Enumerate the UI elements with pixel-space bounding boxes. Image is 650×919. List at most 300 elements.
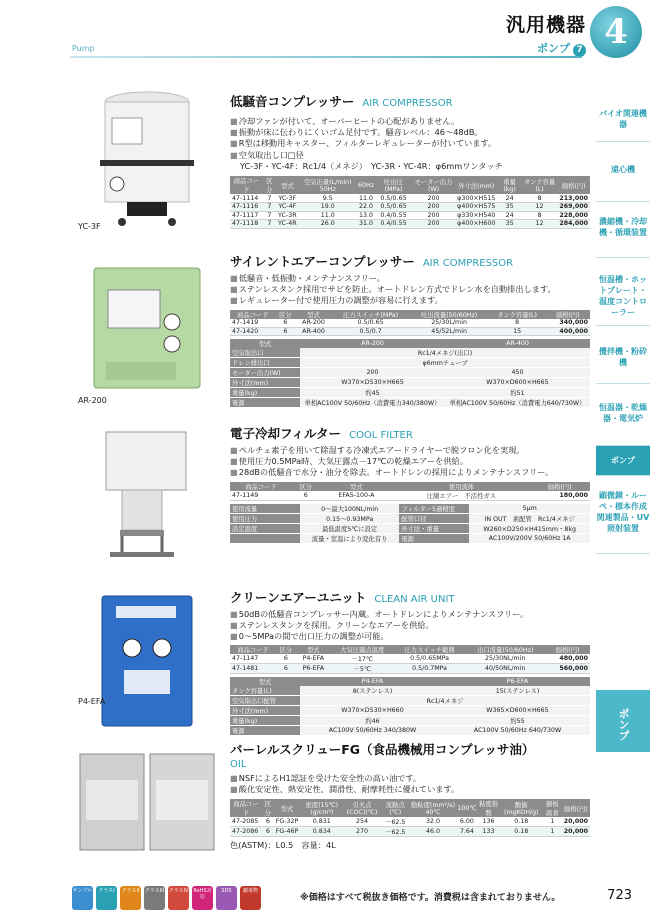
table-header-cell: 圧力スイッチ範囲: [394, 645, 465, 654]
compressor-photo: [72, 84, 222, 234]
feature-bullet: ■ 低騒音・低振動・メンテナンスフリー。: [230, 273, 590, 284]
table-cell: 47-1116: [230, 203, 263, 212]
spec-value: 最低温度5℃に設定: [300, 523, 399, 533]
spec-key: [230, 533, 300, 543]
price-table: [230, 799, 590, 837]
table-cell: YC-4R: [278, 220, 297, 228]
badge-icon: クラスII: [120, 886, 141, 910]
table-cell: 20,000: [562, 817, 590, 827]
product-content: [230, 740, 590, 852]
table-header-cell: 外寸法(mm): [455, 176, 497, 194]
feature-bullet: ■ 冷却ファンが付いて、オーバーヒートの心配がありません。: [230, 116, 590, 127]
price-table: [230, 482, 590, 501]
spec-header-cell: P6-EFA: [445, 677, 590, 686]
spec-value: 5μm: [469, 504, 590, 514]
table-cell: YC-4F: [276, 203, 299, 212]
badge-icon: クラスI: [96, 886, 117, 910]
table-header-cell: 流動点(℃): [381, 799, 410, 817]
table-cell: 6: [262, 817, 274, 827]
table-cell: 200: [412, 194, 455, 203]
table-cell: 7: [263, 203, 276, 212]
spec-row: [230, 523, 590, 533]
spec-key: 使用圧力: [230, 513, 300, 523]
table-cell: φ400×H575: [457, 203, 496, 211]
section-english: Pump: [72, 44, 95, 53]
spec-row: [230, 388, 590, 398]
table-cell: 228,000: [557, 211, 590, 220]
spec-key: 外寸法(mm): [230, 378, 300, 388]
table-cell: 1: [543, 827, 562, 837]
table-cell: 6: [276, 319, 296, 328]
product-section-oil: [72, 740, 590, 870]
product-section-silent-compressor: [72, 254, 590, 412]
table-header-cell: モーター出力(W): [412, 176, 455, 194]
table-cell: 200: [412, 211, 455, 220]
table-cell: 133: [477, 827, 499, 837]
table-header-cell: 型式: [295, 310, 331, 319]
table-cell: 47-1147: [230, 654, 276, 664]
header-rule: [70, 56, 582, 58]
table-cell: 480,000: [545, 654, 590, 664]
table-cell: 213,000: [557, 194, 590, 203]
table-cell: 11.0: [299, 211, 357, 220]
spec-key: 電源: [230, 398, 300, 408]
table-header-cell: 型式: [274, 799, 301, 817]
table-header-cell: 吐出圧(MPa): [375, 176, 412, 194]
table-cell: 13.0: [357, 211, 375, 220]
table-cell: 6: [276, 663, 296, 673]
spec-row: [230, 686, 590, 696]
table-cell: 47-1117: [230, 211, 263, 220]
badge-icon: 劇毒物: [240, 886, 261, 910]
table-header-cell: 銅板腐食: [543, 799, 562, 817]
table-header-cell: 価格(円): [562, 799, 590, 817]
table-cell: 7: [263, 194, 276, 203]
table-row: [230, 654, 590, 664]
table-cell: 47-1149: [230, 491, 292, 501]
spec-row: [230, 348, 590, 358]
table-cell: －5℃: [331, 663, 394, 673]
category-sidebar: [596, 98, 650, 554]
table-header-cell: 60Hz: [357, 176, 375, 194]
spec-value: AC100V 50/60Hz 340/380W: [300, 725, 445, 735]
product-content: [230, 254, 590, 408]
table-cell: 270: [343, 827, 380, 837]
spec-row: [230, 513, 590, 523]
oil-can-image: [72, 740, 222, 858]
spec-row: [230, 378, 590, 388]
table-header-cell: 商品コード: [230, 799, 262, 817]
product-content: [230, 424, 590, 544]
photo-caption: YC-3F: [78, 222, 101, 231]
table-cell: 340,000: [546, 319, 590, 328]
table-cell: 47-1114: [230, 194, 263, 203]
spec-row: [230, 398, 590, 408]
feature-bullet: ■ 振動が床に伝わりにくいゴム足付です。騒音レベル：46～48dB。: [230, 127, 590, 138]
price-table: [230, 310, 590, 337]
spec-key: 設定温度: [230, 523, 300, 533]
table-row: [230, 220, 590, 229]
table-header-cell: 商品コード: [230, 176, 263, 194]
table-cell: 12: [522, 220, 557, 229]
table-row: [230, 827, 590, 837]
spec-value: 約55: [445, 715, 590, 725]
feature-bullet: ■ 50dBの低騒音コンプレッサー内蔵。オートドレンによりメンテナンスフリー。: [230, 609, 590, 620]
badge-icon: サンプル: [72, 886, 93, 910]
table-cell: －62.5: [381, 827, 410, 837]
table-header-cell: 密度(15℃)(g/cm³): [300, 799, 343, 817]
table-header-cell: 空気出量(L/min) 50Hz: [299, 176, 357, 194]
feature-bullet: ■ R型は移動用キャスター、フィルターレギュレーターが付いています。: [230, 138, 590, 149]
subtitle-number-badge: 7: [573, 44, 586, 57]
table-cell: 6.00: [456, 817, 477, 827]
table-cell: 24: [497, 211, 521, 220]
product-section-clean-air: [72, 588, 590, 738]
table-header-cell: 100℃: [456, 799, 477, 817]
table-header-cell: 商品コード: [230, 310, 276, 319]
product-title-english: OIL: [230, 759, 247, 770]
table-header-cell: 区分: [276, 645, 296, 654]
table-header-cell: 区分: [262, 799, 274, 817]
table-header-cell: タンク容量(L): [522, 176, 557, 194]
table-header-cell: 酸価(mgKOH/g): [500, 799, 543, 817]
table-cell: 136: [477, 817, 499, 827]
page-title: 汎用機器: [505, 14, 586, 36]
spec-value: W370×D530×H665: [300, 378, 445, 388]
spec-key: 配管口径: [399, 513, 469, 523]
table-cell: 8: [522, 211, 557, 220]
product-title: 電子冷却フィルター COOL FILTER: [230, 426, 413, 441]
badge-icon: RoHS対応: [192, 886, 213, 910]
page-subtitle: [537, 40, 586, 57]
sidebar-item-stirrer[interactable]: 攪拌機・粉砕機: [596, 326, 650, 384]
table-cell: 0.18: [500, 817, 543, 827]
table-cell: 47-1118: [230, 220, 263, 229]
table-cell: YC-3R: [278, 211, 297, 219]
sidebar-item-pump[interactable]: ポンプ: [596, 446, 650, 476]
table-cell: P4-EFA: [296, 654, 331, 664]
spec-value: 8(ステンレス): [300, 686, 445, 696]
spec-value: IN OUT 素配管 Rc1/4メネジ: [469, 513, 590, 523]
table-header-cell: 型式: [276, 176, 299, 194]
sidebar-item-cooling[interactable]: 濃縮機・冷却機・循環装置: [596, 202, 650, 258]
product-content: [230, 84, 590, 229]
table-header-cell: 区分: [292, 482, 319, 491]
spec-key: タンク容量(L): [230, 686, 300, 696]
spec-value: W260×D250×H415mm・8kg: [469, 523, 590, 533]
table-header-cell: 区分: [276, 310, 296, 319]
spec-value: 200: [300, 368, 445, 378]
spec-key: 空気取出口配管: [230, 695, 300, 705]
table-row: [230, 203, 590, 212]
table-cell: 0.831: [300, 817, 343, 827]
page-header: [0, 0, 650, 62]
table-header-cell: 粘度指数: [479, 801, 498, 818]
table-cell: 11.0: [357, 194, 375, 203]
table-cell: 46.0: [410, 827, 457, 837]
silent-compressor-photo: [72, 262, 222, 394]
spec-value: 約45: [300, 388, 445, 398]
table-cell: 0.18: [500, 827, 543, 837]
table-cell: 560,000: [545, 663, 590, 673]
feature-bullet: ■ レギュレーター付で使用圧力の調整が容易に行えます。: [230, 295, 590, 306]
spec-row: [230, 368, 590, 378]
table-cell: 400,000: [546, 327, 590, 336]
table-cell: 0.5/0.7MPa: [394, 663, 465, 673]
table-cell: 0.5/0.65: [375, 203, 412, 212]
table-header-cell: 価格(円): [557, 176, 590, 194]
page-footer: [0, 876, 650, 919]
product-title: 低騒音コンプレッサー AIR COMPRESSOR: [230, 94, 453, 109]
table-header-cell: 価格(円): [529, 482, 590, 491]
table-row: [230, 319, 590, 328]
spec-row: [230, 358, 590, 368]
feature-bullet-detail: YC-3F・YC-4F：Rc1/4（メネジ） YC-3R・YC-4R：φ6mmワンタッチ: [240, 160, 503, 171]
table-cell: 254: [343, 817, 380, 827]
table-header-cell: 使用流体: [394, 482, 530, 491]
table-cell: 6: [276, 327, 296, 336]
feature-bullet: ■ NSFによるH1認証を受けた安全性の高い油です。: [230, 773, 590, 784]
table-cell: －62.5: [381, 817, 410, 827]
spec-key: モーター出力(W): [230, 368, 300, 378]
spec-key: 空気取出口: [230, 348, 300, 358]
sidebar-item-microscope[interactable]: 顕微鏡・ルーペ・標本作成関連製品・UV照射装置: [596, 476, 650, 554]
table-cell: 40/50NL/min: [465, 663, 545, 673]
table-cell: P6-EFA: [296, 663, 331, 673]
table-cell: 6: [292, 491, 319, 501]
table-cell: 47-1481: [230, 663, 276, 673]
table-cell: EFA5-100-A: [319, 491, 393, 501]
feature-bullet: ■ ペルチェ素子を用いて除湿する冷凍式エアードライヤーで脱フロン化を実現。: [230, 445, 590, 456]
table-cell: 20,000: [562, 827, 590, 837]
page-number: 723: [607, 888, 632, 903]
table-cell: 35: [497, 220, 521, 229]
table-header-cell: 型式: [296, 645, 331, 654]
table-header-cell: 引火点(COC)(℃): [343, 799, 380, 817]
spec-table: [230, 677, 590, 736]
table-cell: 8: [522, 194, 557, 203]
spec-row: [230, 695, 590, 705]
table-cell: 26.0: [299, 220, 357, 229]
spec-value: 450: [445, 368, 590, 378]
table-cell: 6: [276, 654, 296, 664]
table-cell: 47-2085: [230, 817, 262, 827]
table-cell: 180,000: [529, 491, 590, 501]
table-header-cell: 商品コード: [230, 645, 276, 654]
spec-value: Rc1/4メネジ: [300, 695, 590, 705]
product-title: バーレルスクリューFG（食品機械用コンプレッサ油）: [230, 742, 535, 757]
spec-header-cell: AR-200: [300, 339, 445, 348]
table-cell: 19.0: [299, 203, 357, 212]
spec-value: W370×D600×H665: [445, 378, 590, 388]
oil-photo: [72, 740, 222, 858]
sidebar-item-incubator[interactable]: 恒温器・乾燥器・電気炉: [596, 384, 650, 446]
spec-value: W365×D600×H665: [445, 705, 590, 715]
table-cell: 45/52L/min: [409, 327, 488, 336]
table-cell: 12: [522, 203, 557, 212]
table-header-cell: 大気圧露点温度: [331, 645, 394, 654]
spec-header-cell: P4-EFA: [300, 677, 445, 686]
spec-key: ドレン排出口: [230, 358, 300, 368]
chapter-badge: 4: [590, 6, 642, 58]
table-cell: －17℃: [331, 654, 394, 664]
spec-value: AC100V 50/60Hz 640/730W: [445, 725, 590, 735]
table-cell: 47-1420: [230, 327, 276, 336]
table-cell: 32.0: [410, 817, 457, 827]
spec-value: φ6mmチューブ: [300, 358, 590, 368]
table-row: [230, 194, 590, 203]
feature-bullet: ■ 空気取出し口□径: [230, 150, 590, 161]
cool-filter-photo: [72, 424, 222, 564]
table-cell: 7: [263, 211, 276, 220]
table-cell: 284,000: [557, 220, 590, 229]
spec-value: 約51: [445, 388, 590, 398]
table-cell: AR-400: [295, 327, 331, 336]
spec-row: [230, 705, 590, 715]
table-header-cell: 価格(円): [546, 310, 590, 319]
table-cell: 24: [497, 194, 521, 203]
table-header-cell: 型式: [319, 482, 393, 491]
table-cell: 6: [262, 827, 274, 837]
spec-value: 0.15～0.93MPa: [300, 513, 399, 523]
sidebar-item-thermostat[interactable]: 恒温槽・ホットプレート・温度コントローラー: [596, 258, 650, 326]
table-cell: YC-3F: [276, 194, 299, 203]
table-cell: 25/30NL/min: [465, 654, 545, 664]
spec-value: 流量・室温により変化有り: [300, 533, 399, 543]
table-cell: 0.834: [300, 827, 343, 837]
spec-header-cell: 型式: [230, 339, 300, 348]
table-cell: 7: [263, 220, 276, 229]
table-cell: 35: [497, 203, 521, 212]
spec-value: AC100V/200V 50/60Hz 1A: [469, 533, 590, 543]
spec-header-cell: AR-400: [445, 339, 590, 348]
table-cell: 22.0: [357, 203, 375, 212]
feature-bullet: ■ 使用圧力0.5MPa時、大気圧露点－17℃の乾燥エアーを供給。: [230, 456, 590, 467]
spec-key: 外寸法・重量: [399, 523, 469, 533]
table-row: [230, 327, 590, 336]
product-content: [230, 588, 590, 736]
spec-key: 外寸法(mm): [230, 705, 300, 715]
table-row: [230, 663, 590, 673]
spec-key: 電源: [230, 725, 300, 735]
table-header-cell: 出口流量(50/60Hz): [465, 645, 545, 654]
spec-value: Rc1/4メネジ(出口): [300, 348, 590, 358]
badge-icon: クラスIV: [168, 886, 189, 910]
feature-bullet: ■ 28dBの低騒音で水分・油分を除去。オートドレンの採用によりメンテナンスフリー。: [230, 467, 590, 478]
spec-key: フィルター5過精度: [399, 504, 469, 514]
table-cell: 47-1419: [230, 319, 276, 328]
badge-icon: SDS: [216, 886, 237, 910]
table-header-cell: 価格(円): [545, 645, 590, 654]
spec-key: 使用流量: [230, 504, 300, 514]
price-table: [230, 176, 590, 229]
table-cell: 7.64: [456, 827, 477, 837]
table-cell: 15: [489, 327, 546, 336]
table-row: [230, 817, 590, 827]
table-cell: 269,000: [557, 203, 590, 212]
table-cell: AR-200: [295, 319, 331, 328]
table-header-cell: 重量(kg): [497, 176, 521, 194]
badge-legend: [72, 886, 261, 910]
table-header-cell: 吐出流量(50/60Hz): [409, 310, 488, 319]
product-note: 色(ASTM)：L0.5 容量：4L: [230, 840, 336, 851]
spec-value: 単相AC100V 50/60Hz（消費電力340/380W）: [300, 398, 445, 408]
spec-key: 重量(kg): [230, 715, 300, 725]
product-section-compressor: [72, 84, 590, 259]
table-header-cell: 動粘度(mm²/s) 40℃: [410, 799, 457, 817]
table-cell: 0.5/0.65: [332, 319, 410, 328]
table-cell: FG-46P: [275, 828, 299, 836]
feature-bullet: ■ ステンレスタンク採用でサビを防止。オートドレン方式でドレン水を自動排出します。: [230, 284, 590, 295]
spec-table: [230, 339, 590, 408]
product-title: サイレントエアーコンプレッサー AIR COMPRESSOR: [230, 254, 514, 269]
table-row: [230, 211, 590, 220]
table-cell: 47-2086: [230, 827, 262, 837]
table-cell: 0.5/0.65: [375, 194, 412, 203]
spec-value: 0～最大100NL/min: [300, 504, 399, 514]
sidebar-section-tab: ポンプ: [596, 690, 650, 752]
table-cell: 9.5: [299, 194, 357, 203]
table-cell: 8: [489, 319, 546, 328]
table-cell: φ300×H515: [457, 194, 496, 202]
spec-row: [230, 725, 590, 735]
table-cell: 25/30L/min: [409, 319, 488, 328]
table-cell: 200: [412, 220, 455, 229]
table-header-cell: 圧力スイッチ(MPa): [332, 310, 410, 319]
price-note: ※価格はすべて税抜き価格です。消費税は含まれておりません。: [300, 893, 561, 903]
spec-row: [230, 715, 590, 725]
table-cell: 31.0: [357, 220, 375, 229]
subtitle-text: ポンプ: [537, 42, 570, 55]
spec-table: [230, 504, 590, 544]
spec-value: 15(ステンレス): [445, 686, 590, 696]
table-header-cell: タンク容量(L): [489, 310, 546, 319]
sidebar-item-centrifuge[interactable]: 遠心機: [596, 142, 650, 202]
spec-header-cell: 型式: [230, 677, 300, 686]
spec-value: W370×D530×H660: [300, 705, 445, 715]
clean-air-photo: [72, 588, 222, 738]
table-header-cell: 区分: [263, 176, 276, 194]
spec-row: [230, 504, 590, 514]
product-section-cool-filter: [72, 424, 590, 564]
photo-caption: P4-EFA: [78, 697, 106, 706]
sidebar-item-bio[interactable]: バイオ関連機器: [596, 98, 650, 142]
spec-value: 約46: [300, 715, 445, 725]
product-title: クリーンエアーユニット CLEAN AIR UNIT: [230, 590, 455, 605]
feature-bullet: ■ 0～5MPaの間で出口圧力の調整が可能。: [230, 631, 590, 642]
table-header-cell: 商品コード: [230, 482, 292, 491]
spec-key: 電源: [399, 533, 469, 543]
spec-value: 単相AC100V 50/60Hz（消費電力640/730W）: [445, 398, 590, 408]
spec-key: 重量(kg): [230, 388, 300, 398]
table-cell: φ330×H540: [457, 211, 496, 219]
table-cell: 1: [543, 817, 562, 827]
table-cell: 圧縮エアー 不活性ガス: [394, 491, 530, 501]
photo-caption: AR-200: [78, 396, 107, 405]
feature-bullet: ■ 酸化安定性、熱安定性、潤滑性、耐摩耗性に優れています。: [230, 784, 590, 795]
clean-air-image: [72, 588, 222, 738]
table-cell: 0.5/0.65MPa: [394, 654, 465, 664]
spec-row: [230, 533, 590, 543]
feature-bullet: ■ ステンレスタンクを採用。クリーンなエアーを供給。: [230, 620, 590, 631]
table-cell: 0.4/0.55: [375, 211, 412, 220]
table-row: [230, 491, 590, 501]
table-cell: 200: [412, 203, 455, 212]
table-cell: 0.4/0.55: [375, 220, 412, 229]
badge-icon: クラスIII: [144, 886, 165, 910]
silent-compressor-image: [72, 262, 222, 394]
price-table: [230, 645, 590, 674]
